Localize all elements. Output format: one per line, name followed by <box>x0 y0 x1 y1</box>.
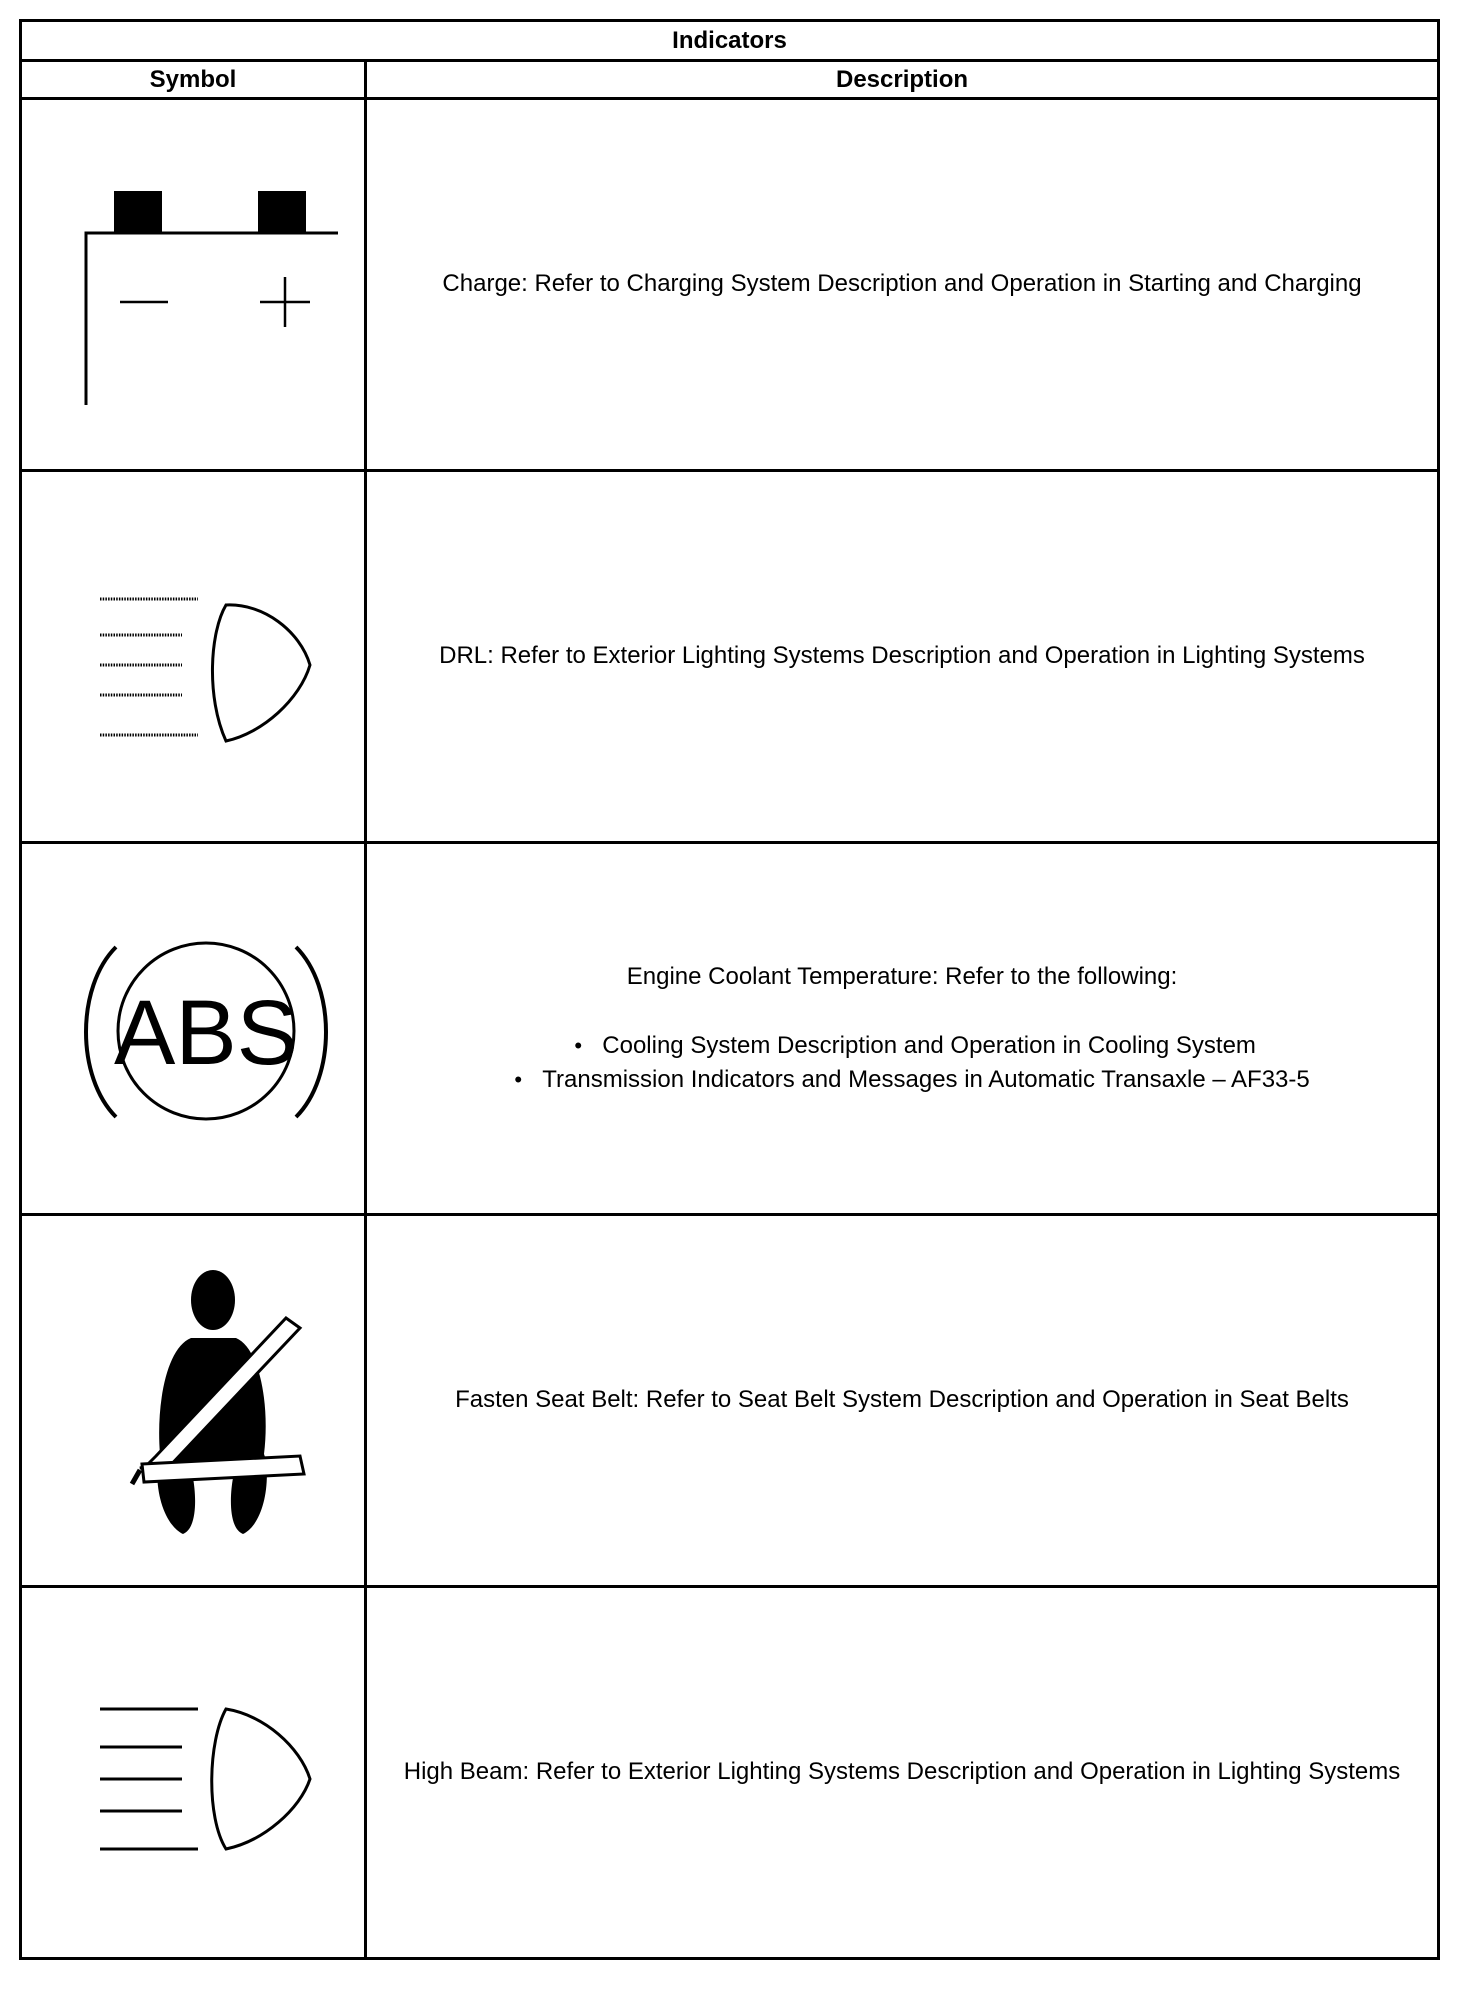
description-cell <box>366 1587 1439 1959</box>
symbol-cell <box>21 843 366 1215</box>
bullet-text: Cooling System Description and Operation in Cooling System <box>602 1032 1256 1060</box>
column-header-symbol: Symbol <box>21 61 366 99</box>
description-cell <box>366 1215 1439 1587</box>
table-row <box>21 99 1439 471</box>
high-beam-icon <box>48 1653 338 1893</box>
description-cell <box>366 471 1439 843</box>
description-text: DRL: Refer to Exterior Lighting Systems Description and Operation in Lighting Systems <box>439 642 1365 670</box>
description-text: Engine Coolant Temperature: Refer to the following: <box>626 962 1178 990</box>
description-bullet-list <box>494 1029 1309 1096</box>
symbol-cell <box>21 471 366 843</box>
description-text: High Beam: Refer to Exterior Lighting Systems Description and Operation in Lighting Systems <box>403 1758 1401 1786</box>
drl-headlamp-icon <box>48 537 338 777</box>
description-cell <box>366 99 1439 471</box>
table-row <box>21 1587 1439 1959</box>
description-text: Charge: Refer to Charging System Description and Operation in Starting and Charging <box>442 270 1362 298</box>
symbol-cell <box>21 99 366 471</box>
symbol-cell <box>21 1587 366 1959</box>
table-title: Indicators <box>21 21 1439 61</box>
abs-icon-text: ABS <box>113 981 299 1084</box>
description-text: Fasten Seat Belt: Refer to Seat Belt System Description and Operation in Seat Belts <box>455 1386 1349 1414</box>
list-item <box>494 1063 1309 1097</box>
table-row <box>21 1215 1439 1587</box>
symbol-cell <box>21 1215 366 1587</box>
column-header-description: Description <box>366 61 1439 99</box>
indicators-table <box>19 19 1440 1960</box>
table-header-row <box>21 61 1439 99</box>
bullet-text: Transmission Indicators and Messages in Automatic Transaxle – AF33-5 <box>542 1065 1310 1093</box>
list-item <box>494 1029 1309 1063</box>
table-row <box>21 471 1439 843</box>
table-row <box>21 843 1439 1215</box>
battery-charge-icon <box>48 165 338 405</box>
bullet-icon: • <box>574 1033 583 1059</box>
seat-belt-icon <box>48 1256 338 1546</box>
abs-icon <box>48 909 338 1149</box>
table-title-row <box>21 21 1439 61</box>
description-cell <box>366 843 1439 1215</box>
bullet-icon: • <box>514 1066 523 1092</box>
